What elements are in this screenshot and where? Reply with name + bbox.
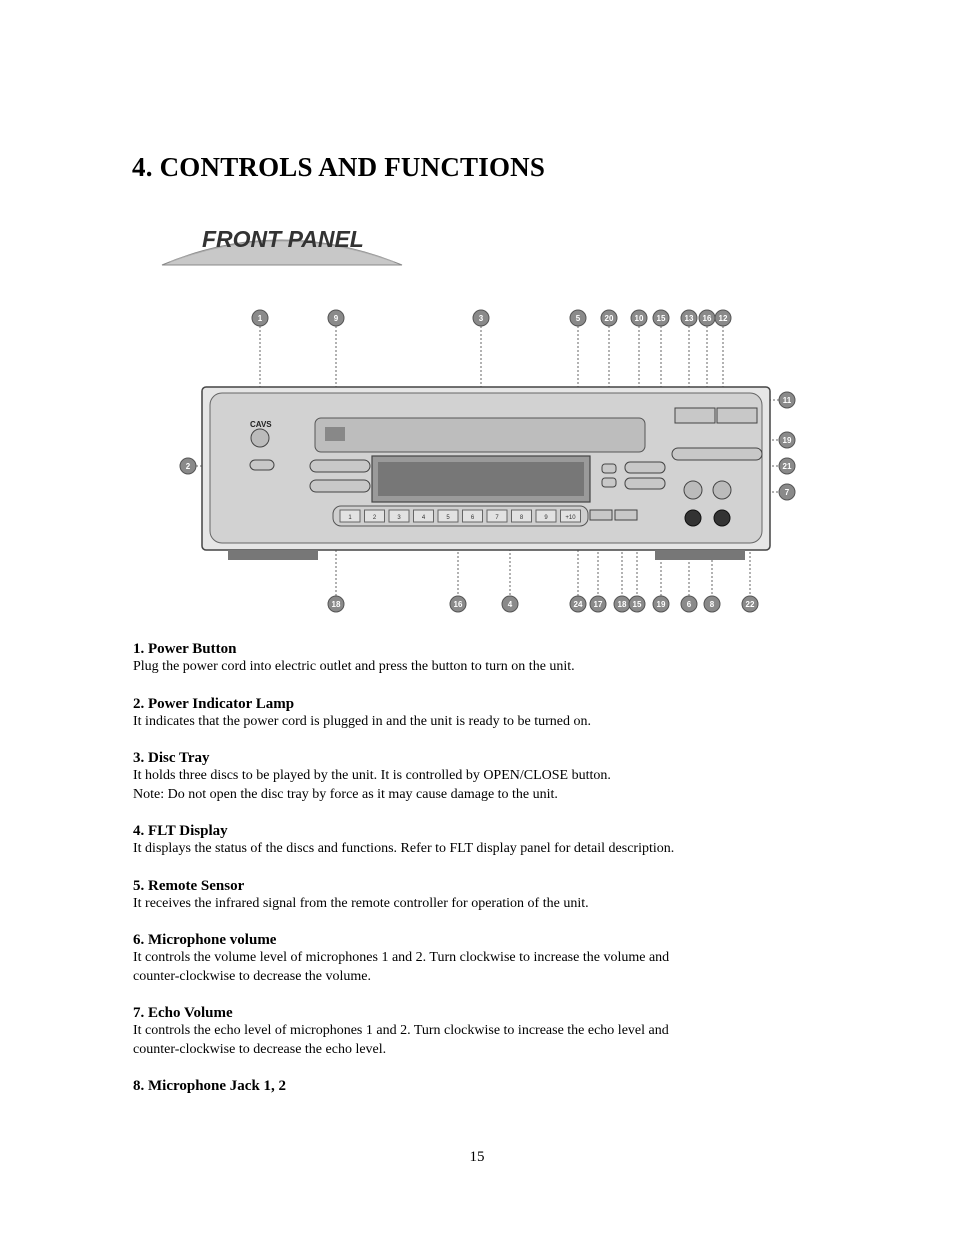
section-title: 6. Microphone volume (133, 932, 277, 948)
callout-number: 21 (782, 462, 792, 471)
section (133, 931, 833, 986)
callout-number: 6 (686, 600, 692, 609)
front-panel-diagram (150, 220, 800, 620)
page-title: 4. CONTROLS AND FUNCTIONS (132, 152, 546, 182)
sections (133, 640, 833, 1095)
section-body-line: counter-clockwise to decrease the echo level. (133, 1041, 387, 1057)
callout-number: 1 (257, 314, 263, 323)
callout-number: 19 (782, 436, 792, 445)
section-title: 5. Remote Sensor (133, 877, 245, 894)
disc-button-label: 6 (470, 515, 475, 521)
section (133, 1077, 833, 1095)
section-body-line: It holds three discs to be played by the unit. It is controlled by OPEN/CLOSE button. (133, 768, 611, 783)
section-title: 7. Echo Volume (133, 1005, 233, 1021)
section-title: 3. Disc Tray (133, 750, 210, 766)
disc-button-label: 3 (397, 515, 401, 521)
brand-text: CAVS (250, 420, 272, 429)
callout-number: 13 (684, 314, 694, 323)
disc-button-label: 7 (495, 515, 499, 521)
section-body-line: It displays the status of the discs and functions. Refer to FLT display panel for detail description. (133, 841, 675, 856)
disc-button-label: 1 (348, 515, 352, 521)
callout-number: 2 (185, 462, 191, 471)
callout-number: 15 (656, 314, 666, 323)
section-body-line: It controls the echo level of microphones 1 and 2. Turn clockwise to increase the echo level and (133, 1023, 669, 1038)
section (133, 640, 833, 677)
callout-number: 7 (784, 488, 790, 497)
callout-number: 4 (507, 600, 513, 609)
section-body-line: It controls the volume level of microphones 1 and 2. Turn clockwise to increase the volume and (133, 950, 670, 965)
callout-number: 18 (617, 600, 627, 609)
callout-number: 16 (702, 314, 712, 323)
section (133, 877, 833, 914)
section (133, 1004, 833, 1059)
disc-button-label: 8 (519, 515, 524, 521)
disc-button-label: 5 (446, 515, 450, 521)
callout-number: 16 (453, 600, 463, 609)
callout-number: 9 (333, 314, 339, 323)
front-panel-figure (150, 220, 800, 620)
disc-button-label: 9 (544, 515, 548, 521)
callout-number: 18 (331, 600, 341, 609)
callout-number: 11 (782, 396, 792, 405)
section-body-line: Note: Do not open the disc tray by force as it may cause damage to the unit. (133, 786, 558, 802)
section-title: 2. Power Indicator Lamp (133, 695, 295, 712)
section-title: 8. Microphone Jack 1, 2 (133, 1078, 287, 1094)
callout-number: 12 (718, 314, 728, 323)
callout-number: 8 (709, 600, 715, 609)
section-body-line: It indicates that the power cord is plugged in and the unit is ready to be turned on. (133, 713, 591, 729)
callout-number: 15 (632, 600, 642, 609)
disc-button-label: +10 (565, 515, 576, 521)
disc-button-label: 2 (372, 515, 377, 521)
section (133, 695, 833, 732)
section-body-line: It receives the infrared signal from the remote controller for operation of the unit. (133, 895, 589, 911)
section-body-line: counter-clockwise to decrease the volume. (133, 968, 372, 984)
section-title: 1. Power Button (133, 641, 237, 657)
callout-number: 22 (745, 600, 755, 609)
callout-number: 17 (593, 600, 603, 609)
section-title: 4. FLT Display (133, 823, 228, 839)
callout-number: 5 (575, 314, 581, 323)
callout-number: 3 (478, 314, 484, 323)
disc-button-label: 4 (421, 515, 426, 521)
banner-text: FRONT PANEL (202, 226, 364, 252)
section (133, 822, 833, 859)
callout-number: 10 (634, 314, 644, 323)
section-body-line: Plug the power cord into electric outlet and press the button to turn on the unit. (133, 659, 575, 674)
callout-number: 19 (656, 600, 666, 609)
callout-number: 24 (573, 600, 583, 609)
section (133, 749, 833, 804)
page-number: 15 (469, 1149, 485, 1165)
front-panel-banner (162, 226, 402, 265)
device-body (202, 387, 770, 560)
callout-number: 20 (604, 314, 614, 323)
